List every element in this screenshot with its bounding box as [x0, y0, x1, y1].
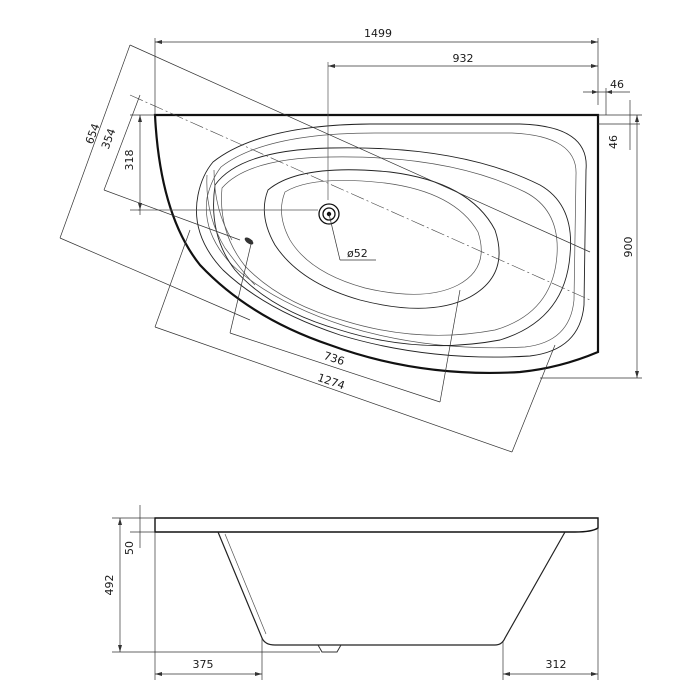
- dim-label-375: 375: [192, 658, 214, 671]
- section-rim: [155, 518, 598, 532]
- dim-label-736: 736: [322, 349, 347, 369]
- dim-label-312: 312: [545, 658, 567, 671]
- section-inner-line: [225, 534, 266, 634]
- dim-label-46-right: 46: [610, 78, 624, 91]
- dim-label-492: 492: [103, 574, 116, 596]
- dim-label-1274: 1274: [315, 370, 347, 393]
- section-dimensions: [103, 505, 598, 680]
- dim-label-50: 50: [123, 541, 136, 555]
- plan-dimensions: [60, 27, 642, 452]
- dim-label-932: 932: [452, 52, 474, 65]
- drain-diameter-label: ø52: [347, 247, 368, 260]
- basin-floor: [264, 170, 499, 309]
- dim-label-46-top: 46: [607, 135, 620, 149]
- dim-label-354: 354: [99, 126, 119, 151]
- section-drain-icon: [318, 645, 341, 652]
- basin-floor-inner: [281, 180, 481, 294]
- dim-label-654: 654: [83, 121, 103, 146]
- dim-label-1499: 1499: [364, 27, 392, 40]
- tub-axis-line: [130, 95, 590, 300]
- plan-view: [130, 62, 598, 373]
- dim-label-318: 318: [123, 149, 136, 171]
- overflow-icon: [243, 236, 254, 246]
- dim-label-900: 900: [622, 236, 635, 258]
- section-view: [155, 518, 598, 652]
- basin-left-wall-2: [214, 170, 232, 240]
- section-body: [218, 532, 565, 645]
- dim-line-736: [230, 333, 440, 402]
